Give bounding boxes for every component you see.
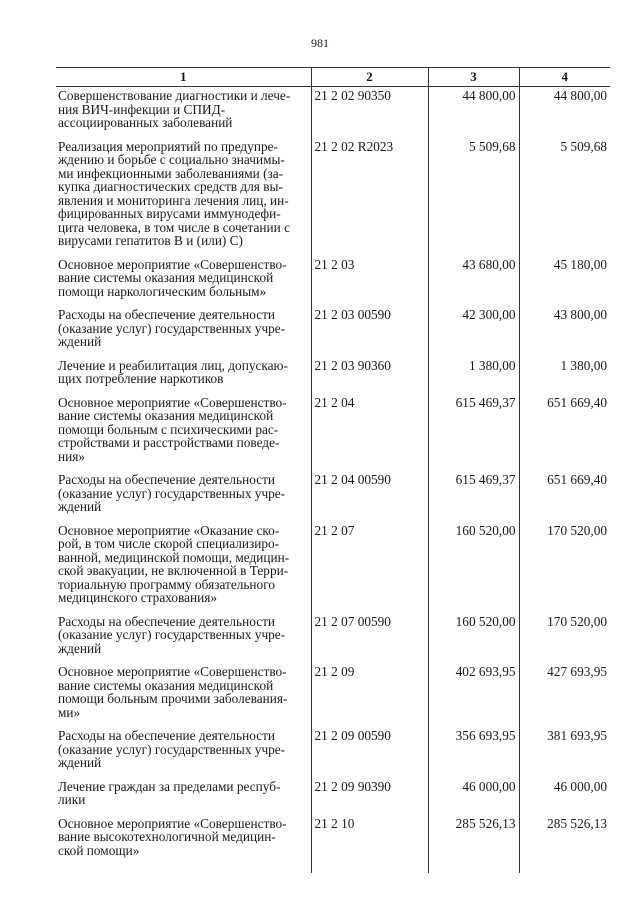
table-row: [56, 727, 610, 778]
amount-cell-3: 1 380,00: [428, 357, 519, 394]
expense-name-line: ждений: [58, 334, 102, 349]
expense-name-line: Расходы на обеспечение деятельности: [58, 307, 276, 322]
expense-name-line: вание системы оказания медицинской: [58, 408, 274, 423]
expense-name-line: вание высокотехнологичной медицин-: [58, 829, 276, 844]
amount-cell-4: 170 520,00: [519, 613, 610, 664]
budget-code-cell: 21 2 07: [311, 522, 428, 613]
expense-name-cell: [56, 357, 311, 394]
amount-cell-4: 5 509,68: [519, 138, 610, 256]
amount-cell-3: 356 693,95: [428, 727, 519, 778]
table-row: [56, 522, 610, 613]
column-header-1: 1: [56, 68, 311, 87]
column-header-4: 4: [519, 68, 610, 87]
expense-name-cell: [56, 778, 311, 815]
expense-name-line: рой, в том числе скорой специализиро-: [58, 536, 280, 551]
expense-name-line: Совершенствование диагностики и лече-: [58, 88, 291, 103]
expense-name-line: Расходы на обеспечение деятельности: [58, 728, 276, 743]
budget-code-cell: 21 2 04 00590: [311, 471, 428, 522]
table-row: [56, 471, 610, 522]
expense-name-line: ской эвакуации, не включенной в Терри-: [58, 563, 289, 578]
budget-code-cell: 21 2 09: [311, 663, 428, 727]
expense-name-line: щих потребление наркотиков: [58, 371, 224, 386]
expense-name-line: Основное мероприятие «Оказание ско-: [58, 522, 280, 538]
amount-cell-3: 285 526,13: [428, 815, 519, 874]
amount-cell-4: 651 669,40: [519, 471, 610, 522]
expense-name-line: ториальную программу обязательного: [58, 576, 275, 592]
budget-code-cell: 21 2 02 90350: [311, 87, 428, 138]
expense-name-line: ждений: [58, 755, 102, 770]
budget-code-cell: 21 2 03 90360: [311, 357, 428, 394]
amount-cell-3: 5 509,68: [428, 138, 519, 256]
expense-name-line: фицированных вирусами иммунодефи-: [58, 206, 281, 221]
expense-name-line: ждений: [58, 499, 102, 514]
expense-name-line: помощи больным прочими заболевания-: [58, 691, 288, 706]
budget-code-cell: 21 2 09 00590: [311, 727, 428, 778]
amount-cell-4: 43 800,00: [519, 306, 610, 357]
expense-name-line: ждению и борьбе с социально значимы-: [58, 152, 285, 167]
expense-name-line: Основное мероприятие «Совершенство-: [58, 815, 287, 831]
expense-name-cell: [56, 394, 311, 472]
table-row: [56, 778, 610, 815]
expense-name-line: вирусами гепатитов В и (или) С): [58, 233, 243, 248]
expense-name-line: ассоциированных заболеваний: [58, 115, 233, 130]
amount-cell-4: 45 180,00: [519, 256, 610, 307]
amount-cell-4: 170 520,00: [519, 522, 610, 613]
column-header-2: 2: [311, 68, 428, 87]
expense-name-cell: [56, 613, 311, 664]
amount-cell-4: 285 526,13: [519, 815, 610, 874]
amount-cell-4: 46 000,00: [519, 778, 610, 815]
budget-code-cell: 21 2 03 00590: [311, 306, 428, 357]
expense-name-line: цита человека, в том числе в сочетании с: [58, 219, 291, 235]
expense-name-cell: [56, 663, 311, 727]
expense-name-line: явления и мониторинга лечения лиц, ин-: [58, 192, 289, 208]
header-row: [56, 68, 610, 87]
expense-name-cell: [56, 138, 311, 256]
expense-name-line: ния ВИЧ-инфекции и СПИД-: [58, 101, 226, 117]
expense-name-cell: [56, 306, 311, 357]
expense-name-line: Лечение граждан за пределами респуб-: [58, 778, 281, 794]
table-row: [56, 357, 610, 394]
amount-cell-4: 381 693,95: [519, 727, 610, 778]
amount-cell-3: 615 469,37: [428, 394, 519, 472]
expense-name-line: (оказание услуг) государственных учре-: [58, 627, 286, 642]
budget-code-cell: 21 2 02 R2023: [311, 138, 428, 256]
amount-cell-3: 402 693,95: [428, 663, 519, 727]
expense-name-line: ской помощи»: [58, 842, 140, 858]
expense-name-cell: [56, 522, 311, 613]
expense-name-line: помощи больным с психическими рас-: [58, 421, 279, 437]
expense-name-cell: [56, 471, 311, 522]
amount-cell-3: 46 000,00: [428, 778, 519, 815]
expense-name-cell: [56, 256, 311, 307]
budget-code-cell: 21 2 03: [311, 256, 428, 307]
amount-cell-3: 160 520,00: [428, 522, 519, 613]
expense-name-cell: [56, 727, 311, 778]
budget-table: [56, 67, 610, 873]
table-row: [56, 306, 610, 357]
expense-name-line: ми»: [58, 704, 81, 720]
expense-name-line: помощи наркологическим больным»: [58, 283, 267, 299]
table-row: [56, 256, 610, 307]
page-number: 981: [311, 36, 329, 50]
amount-cell-4: 1 380,00: [519, 357, 610, 394]
expense-name-line: лики: [58, 792, 86, 807]
budget-code-cell: 21 2 04: [311, 394, 428, 472]
expense-name-line: вание системы оказания медицинской: [58, 677, 274, 693]
budget-code-cell: 21 2 10: [311, 815, 428, 874]
expense-name-line: (оказание услуг) государственных учре-: [58, 320, 286, 336]
amount-cell-4: 44 800,00: [519, 87, 610, 138]
expense-name-cell: [56, 815, 311, 874]
amount-cell-3: 43 680,00: [428, 256, 519, 307]
expense-name-line: Реализация мероприятий по предупре-: [58, 138, 278, 154]
expense-name-line: Основное мероприятие «Совершенство-: [58, 394, 287, 410]
table-row: [56, 815, 610, 874]
amount-cell-3: 160 520,00: [428, 613, 519, 664]
expense-name-cell: [56, 87, 311, 138]
expense-name-line: ждений: [58, 640, 102, 656]
expense-name-line: Основное мероприятие «Совершенство-: [58, 664, 287, 679]
expense-name-line: стройствами и расстройствами поведе-: [58, 435, 280, 450]
expense-name-line: медицинского страхования»: [58, 590, 218, 605]
amount-cell-4: 427 693,95: [519, 663, 610, 727]
expense-name-line: (оказание услуг) государственных учре-: [58, 485, 286, 501]
amount-cell-4: 651 669,40: [519, 394, 610, 472]
expense-name-line: купка диагностических средств для вы-: [58, 179, 283, 194]
expense-name-line: (оказание услуг) государственных учре-: [58, 741, 286, 757]
table-row: [56, 394, 610, 472]
amount-cell-3: 615 469,37: [428, 471, 519, 522]
column-header-3: 3: [428, 68, 519, 87]
budget-code-cell: 21 2 09 90390: [311, 778, 428, 815]
expense-name-line: ния»: [58, 448, 85, 464]
budget-code-cell: 21 2 07 00590: [311, 613, 428, 664]
expense-name-line: Лечение и реабилитация лиц, допускаю-: [58, 357, 288, 373]
table-row: [56, 663, 610, 727]
amount-cell-3: 44 800,00: [428, 87, 519, 138]
table-row: [56, 613, 610, 664]
expense-name-line: ми инфекционными заболеваниями (за-: [58, 165, 284, 181]
expense-name-line: Расходы на обеспечение деятельности: [58, 613, 276, 629]
table-row: [56, 87, 610, 138]
expense-name-line: вание системы оказания медицинской: [58, 270, 274, 285]
table-row: [56, 138, 610, 256]
amount-cell-3: 42 300,00: [428, 306, 519, 357]
expense-name-line: Основное мероприятие «Совершенство-: [58, 256, 287, 272]
table-body: [56, 87, 610, 874]
expense-name-line: ванной, медицинской помощи, медицин-: [58, 549, 290, 565]
expense-name-line: Расходы на обеспечение деятельности: [58, 472, 276, 487]
